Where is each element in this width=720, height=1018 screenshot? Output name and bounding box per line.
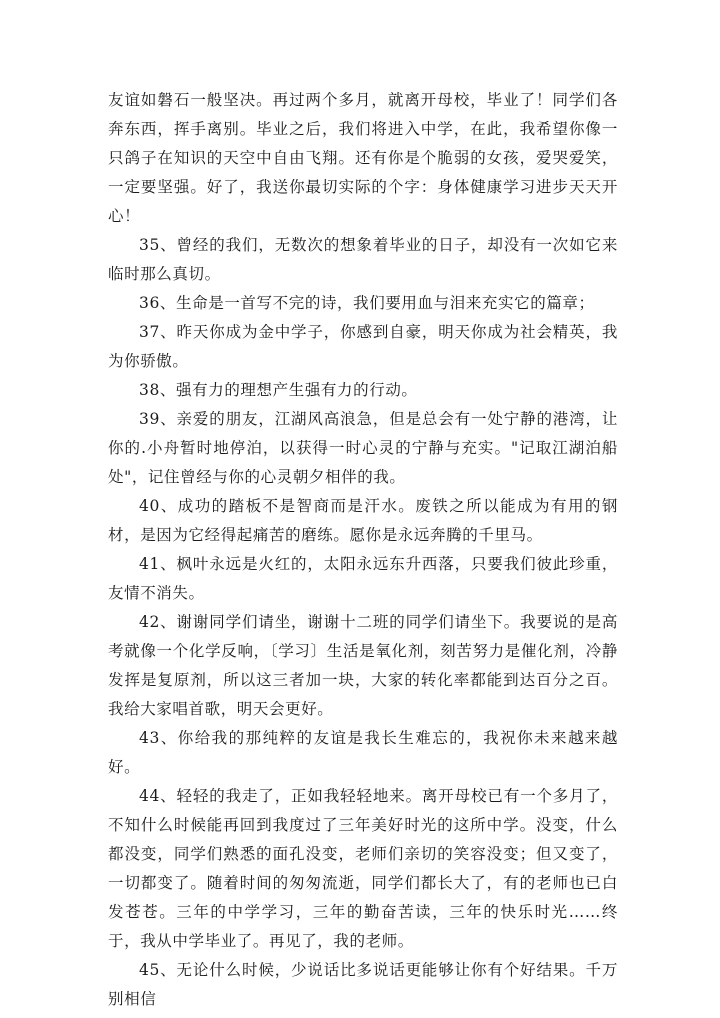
paragraph-45: 45、无论什么时候，少说话比多说话更能够让你有个好结果。千万别相信 bbox=[108, 961, 618, 1008]
document-body bbox=[108, 86, 618, 1014]
paragraph-42: 42、谢谢同学们请坐，谢谢十二班的同学们请坐下。我要说的是高考就像一个化学反响，〔学习〕生活是氧化剂，刻苦努力是催化剂，冷静发挥是复原剂，所以这三者加一块，大家的转化率都能到达百分之百。我给大家唱首歌，明天会更好。 bbox=[108, 613, 618, 718]
paragraph-38: 38、强有力的理想产生强有力的行动。 bbox=[139, 381, 418, 399]
paragraph-44: 44、轻轻的我走了，正如我轻轻地来。离开母校已有一个多月了，不知什么时候能再回到我度过了三年美好时光的这所中学。没变，什么都没变，同学们熟悉的面孔没变，老师们亲切的笑容没变；但又变了，一切都变了。随着时间的匆匆流逝，同学们都长大了，有的老师也已白发苍苍。三年的中学学习，三年的勤奋苦读，三年的快乐时光……终于，我从中学毕业了。再见了，我的老师。 bbox=[108, 787, 618, 950]
paragraph-43: 43、你给我的那纯粹的友谊是我长生难忘的，我祝你未来越来越好。 bbox=[108, 729, 618, 776]
paragraph-intro: 友谊如磐石一般坚决。再过两个多月，就离开母校，毕业了！同学们各奔东西，挥手离别。毕业之后，我们将进入中学，在此，我希望你像一只鸽子在知识的天空中自由飞翔。还有你是个脆弱的女孩，爱哭爱笑，一定要坚强。好了，我送你最切实际的个字：身体健康学习进步天天开心！ bbox=[108, 91, 618, 225]
paragraph-35: 35、曾经的我们，无数次的想象着毕业的日子，却没有一次如它来临时那么真切。 bbox=[108, 236, 618, 283]
paragraph-41: 41、枫叶永远是火红的，太阳永远东升西落，只要我们彼此珍重，友情不消失。 bbox=[108, 555, 618, 602]
paragraph-40: 40、成功的踏板不是智商而是汗水。废铁之所以能成为有用的钢材，是因为它经得起痛苦的磨练。愿你是永远奔腾的千里马。 bbox=[108, 497, 618, 544]
paragraph-36: 36、生命是一首写不完的诗，我们要用血与泪来充实它的篇章； bbox=[139, 294, 595, 312]
paragraph-37: 37、昨天你成为金中学子，你感到自豪，明天你成为社会精英，我为你骄傲。 bbox=[108, 323, 618, 370]
paragraph-39: 39、亲爱的朋友，江湖风高浪急，但是总会有一处宁静的港湾，让你的.小舟暂时地停泊，以获得一时心灵的宁静与充实。"记取江湖泊船处"，记住曾经与你的心灵朝夕相伴的我。 bbox=[108, 410, 618, 486]
